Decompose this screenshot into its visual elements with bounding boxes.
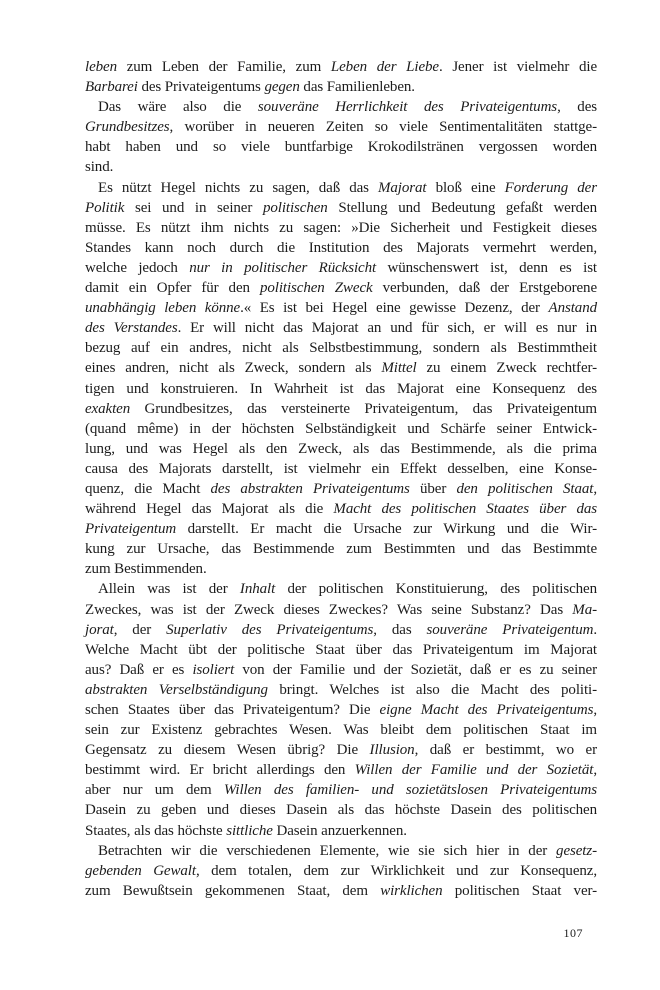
emphasized-text: gebenden Gewalt	[85, 862, 196, 879]
emphasized-text: Anstand	[548, 300, 597, 317]
emphasized-text: sittliche	[226, 822, 273, 839]
text-line	[85, 881, 597, 901]
body-text: welche jedoch	[85, 259, 190, 276]
emphasized-text: Leben der Liebe	[330, 59, 439, 75]
emphasized-text: Illusion	[369, 742, 415, 759]
body-text: Gegensatz zu diesem Wesen übrig? Die	[85, 742, 370, 759]
body-text: bloß eine	[426, 179, 505, 196]
text-line	[85, 660, 597, 680]
body-text: bringt. Welches ist also die Macht des politi-	[267, 681, 597, 698]
emphasized-text: wirklichen	[380, 882, 443, 899]
emphasized-text: Mittel	[381, 360, 417, 377]
text-line	[85, 358, 597, 378]
body-text: Staates, als das höchste	[85, 822, 227, 839]
emphasized-text: eigne Macht des Privateigentums	[379, 702, 594, 718]
body-text: .	[593, 621, 597, 638]
text-line	[85, 57, 597, 77]
emphasized-text: jorat	[85, 621, 114, 638]
body-text: ,	[593, 480, 597, 497]
body-text: sein zur Existenz gebrachtes Wesen. Was bleibt dem politischen Staat im	[85, 722, 597, 739]
body-text: ,	[593, 762, 597, 779]
text-line	[85, 519, 597, 539]
emphasized-text: Privateigentum	[85, 521, 177, 538]
body-text: Betrachten wir die verschiedenen Elemente, wie sie sich hier in der	[98, 842, 557, 859]
text-line	[85, 379, 597, 399]
body-text: verbunden, daß der Erstgeborene	[372, 280, 598, 297]
body-text: Welche Macht übt der politische Staat über das Privateigentum im Majorat	[85, 641, 597, 658]
text-line	[85, 137, 597, 157]
text-line	[85, 640, 597, 660]
text-line	[85, 238, 597, 258]
body-text: während Hegel das Majorat als die	[85, 501, 334, 518]
text-line	[85, 479, 597, 499]
emphasized-text: Superlativ des Privateigentums	[166, 621, 374, 638]
emphasized-text: exakten	[85, 400, 131, 417]
text-line	[85, 579, 597, 599]
emphasized-text: souveräne Privateigentum	[426, 621, 594, 638]
emphasized-text: Barbarei	[85, 79, 138, 96]
text-line	[85, 800, 597, 820]
text-line	[85, 740, 597, 760]
body-text: . Er will nicht das Majorat an und für sich, er will es nur in	[177, 320, 597, 337]
paragraph	[85, 57, 597, 97]
emphasized-text: Willen der Familie und der Sozietät	[354, 762, 594, 779]
body-text: des Privateigentums	[137, 79, 265, 96]
body-text: Standes kann noch durch die Institution des Majorats vermehrt werden,	[85, 239, 597, 256]
text-line	[85, 720, 597, 740]
body-text: causa des Majorats darstellt, ist vielmehr ein Effekt desselben, eine Konse-	[85, 460, 597, 477]
text-line	[85, 338, 597, 358]
page-text	[85, 57, 597, 901]
emphasized-text: gesetz-	[556, 842, 597, 859]
body-text: bestimmt wird. Er bricht allerdings den	[85, 762, 355, 779]
body-text: bezug auf ein andres, nicht als Selbstbestimmung, sondern als Bestimmtheit	[85, 340, 597, 357]
body-text: Stellung und Bedeutung gefaßt werden	[327, 199, 597, 216]
body-text: lung, und was Hegel als den Zweck, als das Bestimmende, als die prima	[85, 440, 597, 457]
emphasized-text: Politik	[85, 199, 125, 216]
text-line	[85, 117, 597, 137]
body-text: Zweckes, was ist der Zweck dieses Zweckes? Was seine Substanz? Das	[85, 601, 573, 618]
text-line	[85, 97, 597, 117]
body-text: kung zur Ursache, das Bestimmende zum Bestimmten und das Bestimmte	[85, 541, 597, 558]
body-text: Dasein zu geben und dieses Dasein als das höchste Dasein des politischen	[85, 802, 597, 819]
emphasized-text: Majorat	[378, 179, 427, 196]
emphasized-text: politischen	[262, 199, 328, 216]
body-text: , der	[113, 621, 167, 638]
paragraph	[85, 97, 597, 177]
text-line	[85, 600, 597, 620]
body-text: zum Bewußtsein gekommenen Staat, dem	[85, 882, 381, 899]
body-text: , worüber in neueren Zeiten so viele Sentimentalitäten stattge-	[169, 119, 597, 136]
body-text: damit ein Opfer für den	[85, 280, 260, 297]
body-text: , daß er bestimmt, wo er	[414, 742, 597, 759]
body-text: über	[409, 480, 457, 497]
page-number: 107	[563, 926, 583, 940]
text-line	[85, 399, 597, 419]
text-line	[85, 459, 597, 479]
text-line	[85, 841, 597, 861]
body-text: (quand même) in der höchsten Selbständigkeit und Schärfe seiner Entwick-	[85, 420, 597, 437]
emphasized-text: souveräne Herrlichkeit des Privateigentums	[257, 99, 558, 116]
text-line	[85, 298, 597, 318]
paragraph	[85, 178, 597, 580]
text-line	[85, 499, 597, 519]
text-line	[85, 439, 597, 459]
body-text: sei und in seiner	[124, 199, 263, 216]
body-text: aus? Daß er es	[85, 661, 193, 678]
emphasized-text: Grundbesitzes	[85, 119, 170, 136]
body-text: von der Familie und der Sozietät, daß er es zu seiner	[234, 661, 597, 678]
text-line	[85, 77, 597, 97]
text-line	[85, 278, 597, 298]
body-text: , das	[373, 621, 427, 638]
text-line	[85, 318, 597, 338]
emphasized-text: Ma-	[572, 601, 597, 618]
emphasized-text: des Verstandes	[85, 320, 178, 337]
body-text: darstellt. Er macht die Ursache zur Wirkung und die Wir-	[176, 521, 597, 538]
text-line	[85, 178, 597, 198]
emphasized-text: Macht des politischen Staates über das	[333, 501, 597, 518]
body-text: wünschenswert ist, denn es ist	[376, 259, 597, 276]
emphasized-text: isoliert	[192, 661, 235, 678]
emphasized-text: abstrakten Verselbständigung	[85, 681, 268, 698]
text-line	[85, 700, 597, 720]
body-text: tigen und konstruieren. In Wahrheit ist das Majorat eine Konsequenz des	[85, 380, 597, 397]
body-text: Es nützt Hegel nichts zu sagen, daß das	[98, 179, 378, 196]
text-line	[85, 157, 597, 177]
body-text: Allein was ist der	[98, 581, 240, 598]
emphasized-text: gegen	[264, 79, 300, 96]
emphasized-text: nur in politischer Rücksicht	[189, 259, 377, 276]
body-text: aber nur um dem	[85, 782, 224, 799]
body-text: , dem totalen, dem zur Wirklichkeit und zur Konsequenz,	[195, 862, 597, 879]
body-text: quenz, die Macht	[85, 480, 211, 497]
emphasized-text: unabhängig leben könne	[85, 300, 241, 317]
text-line	[85, 760, 597, 780]
text-line	[85, 258, 597, 278]
text-line	[85, 419, 597, 439]
text-line	[85, 559, 597, 579]
paragraph	[85, 579, 597, 840]
body-text: . Jener ist vielmehr die	[438, 59, 597, 75]
body-text: ,	[593, 702, 598, 718]
emphasized-text: politischen Zweck	[259, 280, 373, 297]
paragraph	[85, 841, 597, 901]
emphasized-text: des abstrakten Privateigentums	[210, 480, 410, 497]
body-text: das Familienleben.	[299, 79, 415, 96]
body-text: zum Bestimmenden.	[85, 561, 207, 578]
text-line	[85, 680, 597, 700]
body-text: Das wäre also die	[98, 99, 258, 116]
body-text: .« Es ist bei Hegel eine gewisse Dezenz, der	[240, 300, 549, 317]
emphasized-text: Forderung der	[504, 179, 597, 196]
body-text: eines andren, nicht als Zweck, sondern als	[85, 360, 382, 377]
body-text: Dasein anzuerkennen.	[272, 822, 407, 839]
body-text: Grundbesitzes, das versteinerte Privateigentum, das Privateigentum	[130, 400, 597, 417]
text-line	[85, 780, 597, 800]
text-line	[85, 861, 597, 881]
emphasized-text: leben	[85, 59, 117, 75]
body-text: habt haben und so viele buntfarbige Krokodilstränen vergossen worden	[85, 139, 597, 156]
body-text: schen Staates über das Privateigentum? Die	[85, 702, 380, 718]
emphasized-text: Inhalt	[239, 581, 276, 598]
emphasized-text: Willen des familien- und sozietätslosen Privateigentums	[223, 782, 597, 799]
body-text: , des	[557, 99, 597, 116]
text-line	[85, 821, 597, 841]
body-text: der politischen Konstituierung, des politischen	[275, 581, 597, 598]
text-line	[85, 218, 597, 238]
emphasized-text: den politischen Staat	[456, 480, 594, 497]
body-text: zu einem Zweck rechtfer-	[416, 360, 597, 377]
text-line	[85, 539, 597, 559]
body-text: müsse. Es nützt ihm nichts zu sagen: »Die Sicherheit und Festigkeit dieses	[85, 219, 597, 236]
body-text: politischen Staat ver-	[442, 882, 597, 899]
body-text: sind.	[85, 159, 114, 176]
body-text: zum Leben der Familie, zum	[116, 59, 331, 75]
text-line	[85, 198, 597, 218]
text-line	[85, 620, 597, 640]
